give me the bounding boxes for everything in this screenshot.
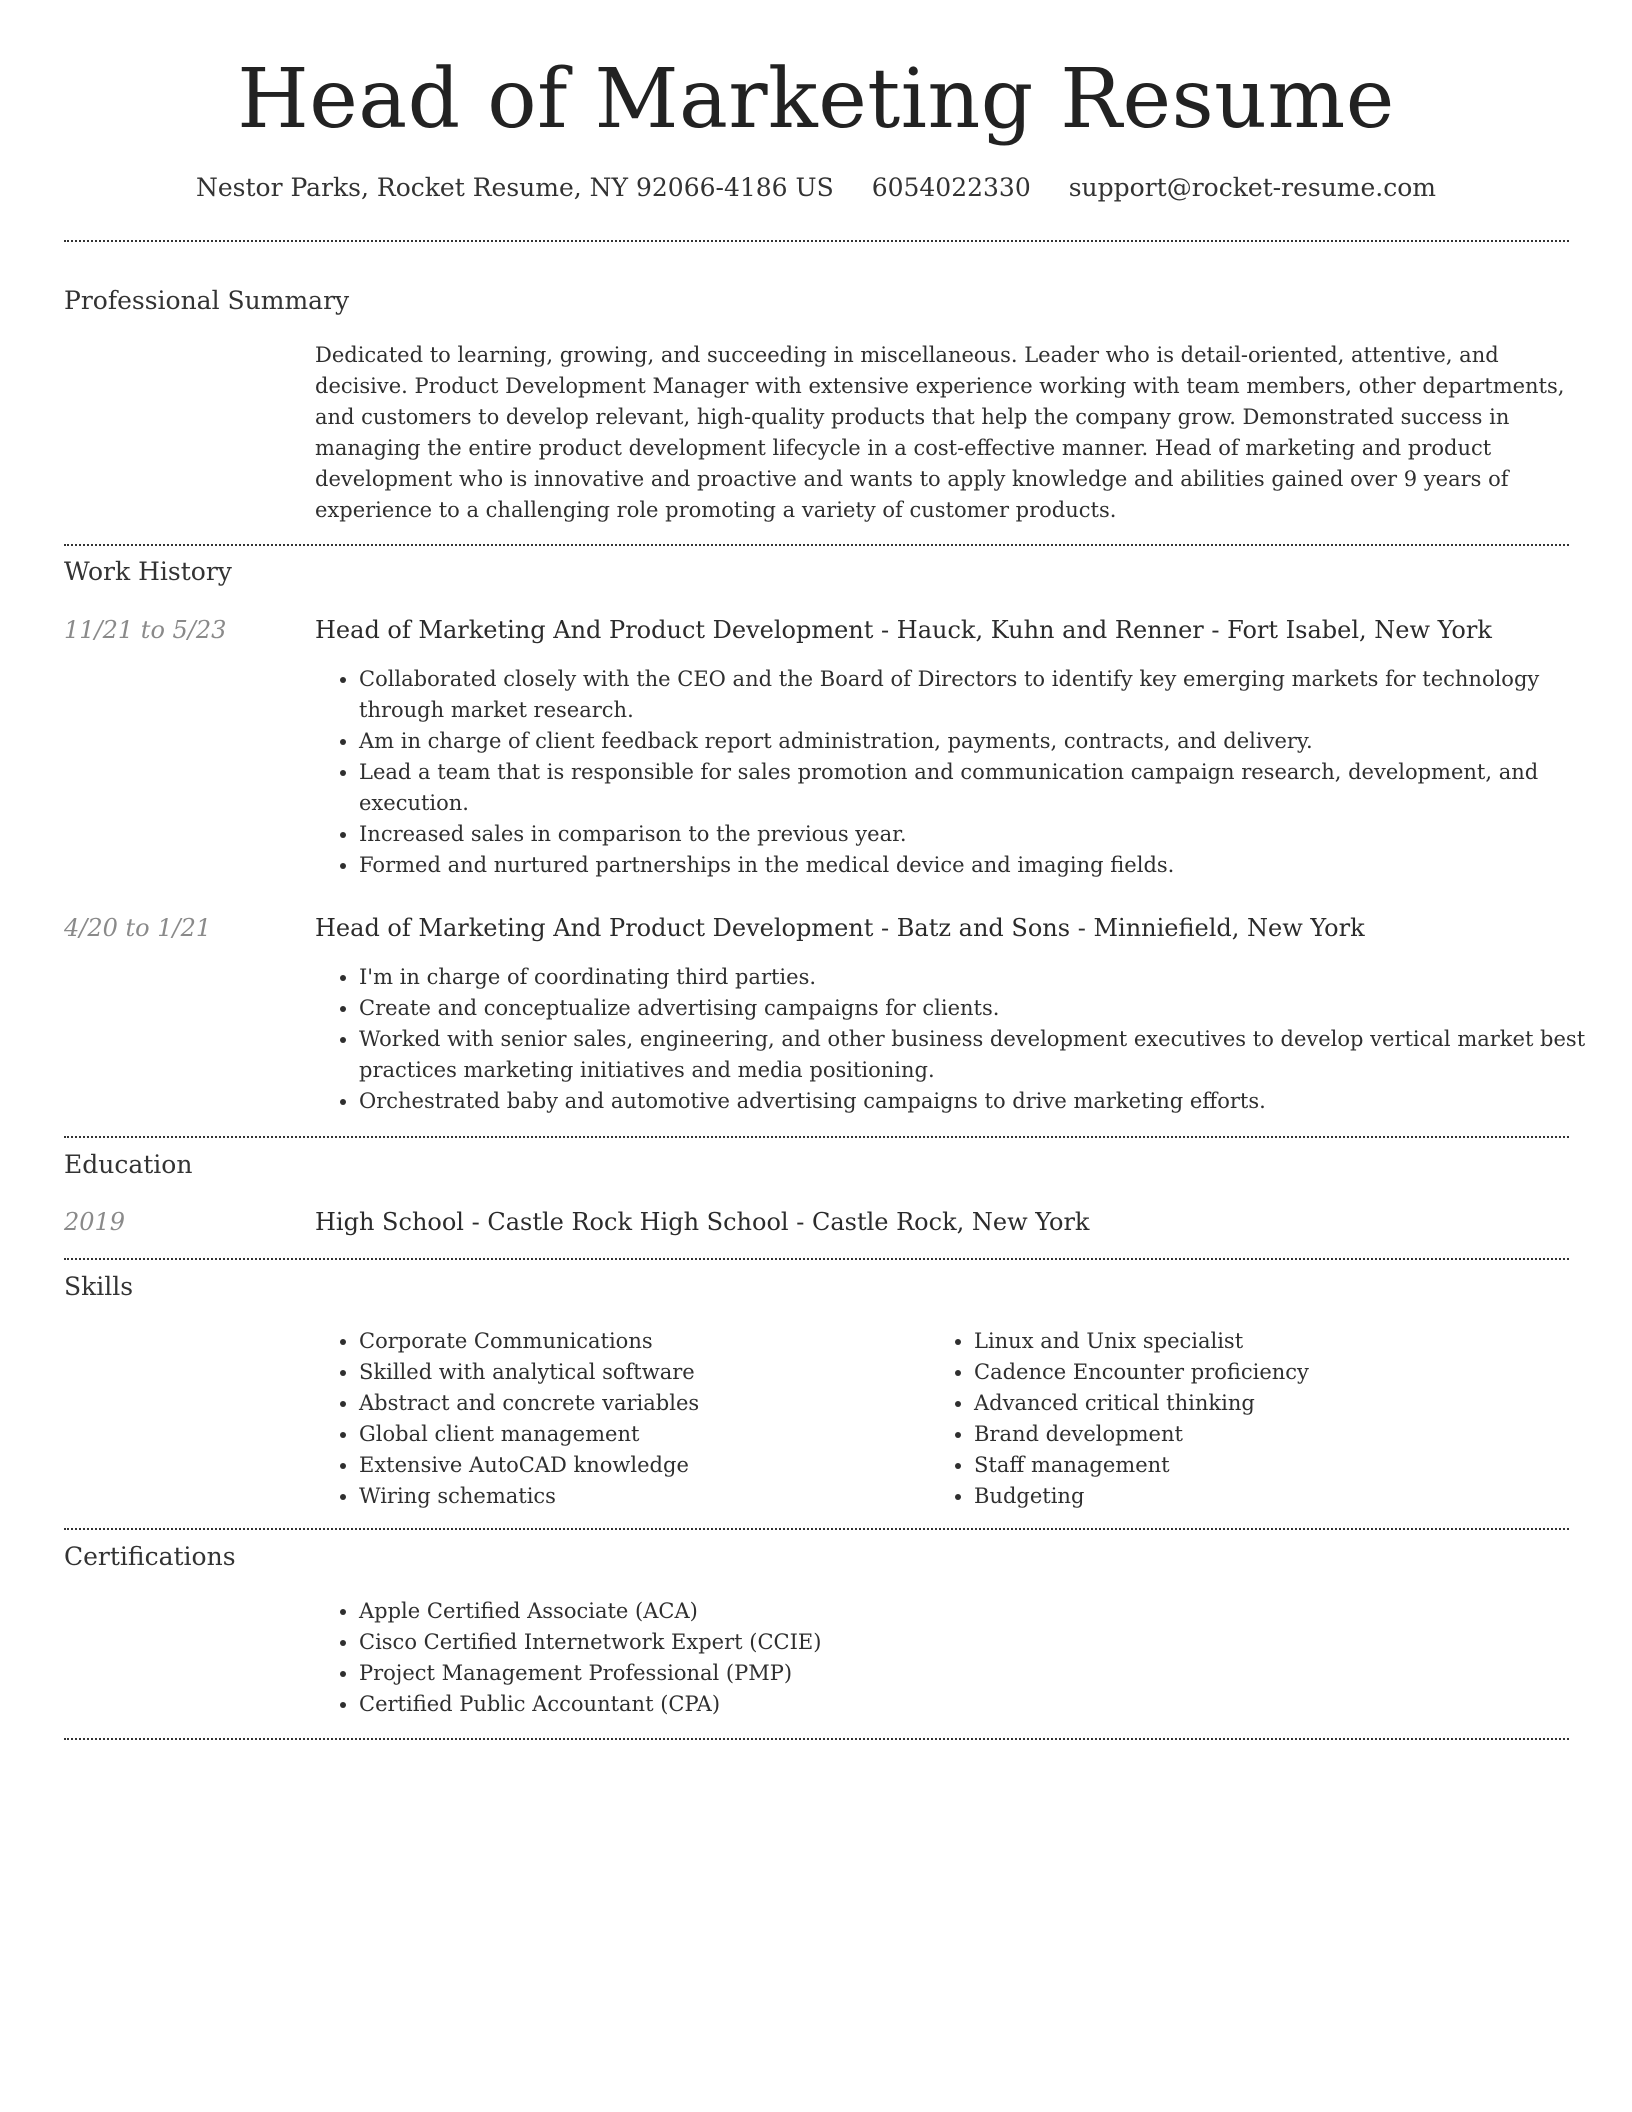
contact-line (0, 170, 1632, 206)
list-item: • Cisco Certified Internetwork Expert (CCIE) (359, 1627, 1614, 1658)
contact-phone: 6054022330 (871, 173, 1031, 202)
list-item: • Cadence Encounter proficiency (974, 1357, 1614, 1388)
divider (64, 1738, 1569, 1740)
list-item: • Skilled with analytical software (359, 1357, 959, 1388)
education-school: Castle Rock High School (487, 1208, 789, 1236)
divider (64, 1136, 1569, 1138)
list-item: • Worked with senior sales, engineering, and other business development executives to develop vertical market best practices marketing initiatives and media positioning. (359, 1024, 1614, 1086)
divider (64, 240, 1569, 242)
education-year: 2019 (64, 1208, 126, 1236)
list-item: • Linux and Unix specialist (974, 1326, 1614, 1357)
list-item: • I'm in charge of coordinating third parties. (359, 962, 1614, 993)
list-item: • Apple Certified Associate (ACA) (359, 1596, 1614, 1627)
job-company: Batz and Sons (896, 914, 1071, 942)
job-dates: 4/20 to 1/21 (64, 914, 212, 942)
section-title-certifications: Certifications (64, 1542, 236, 1571)
divider (64, 544, 1569, 546)
list-item: • Certified Public Accountant (CPA) (359, 1689, 1614, 1720)
list-item: • Advanced critical thinking (974, 1388, 1614, 1419)
list-item: • Brand development (974, 1419, 1614, 1450)
education-heading (315, 1206, 1089, 1238)
resume-title: Head of Marketing Resume (237, 52, 1395, 147)
resume-header (0, 0, 1632, 206)
section-title-summary: Professional Summary (64, 286, 350, 315)
education-location: Castle Rock, New York (811, 1208, 1090, 1236)
skills-list-left (315, 1326, 959, 1512)
job-location: Minniefield, New York (1093, 914, 1365, 942)
list-item: • Extensive AutoCAD knowledge (359, 1450, 959, 1481)
separator: - (873, 616, 897, 644)
list-item: • Formed and nurtured partnerships in the medical device and imaging fields. (359, 850, 1614, 881)
job-title: Head of Marketing And Product Development (315, 616, 874, 644)
section-title-education: Education (64, 1150, 193, 1179)
list-item: • Corporate Communications (359, 1326, 959, 1357)
section-title-skills: Skills (64, 1272, 134, 1301)
list-item: • Project Management Professional (PMP) (359, 1658, 1614, 1689)
education-degree: High School (315, 1208, 464, 1236)
list-item: • Lead a team that is responsible for sales promotion and communication campaign research, development, and execution. (359, 757, 1614, 819)
job-title: Head of Marketing And Product Development (315, 914, 874, 942)
summary-text: Dedicated to learning, growing, and succeeding in miscellaneous. Leader who is detail-oriented, attentive, and decisive. Product Development Manager with extensive experience working with team members, other departments, and customers to develop relevant, high-quality products that help the company grow. Demonstrated success in managing the entire product development lifecycle in a cost-effective manner. Head of marketing and product development who is innovative and proactive and wants to apply knowledge and abilities gained over 9 years of experience to a challenging role promoting a variety of customer products. (315, 343, 1565, 522)
job-location: Fort Isabel, New York (1227, 616, 1492, 644)
job-dates: 11/21 to 5/23 (64, 616, 227, 644)
section-title-work-history: Work History (64, 557, 232, 586)
separator: - (463, 1208, 488, 1236)
list-item: • Staff management (974, 1450, 1614, 1481)
divider (64, 1528, 1569, 1530)
job-bullets (315, 664, 1614, 881)
separator: - (873, 914, 897, 942)
list-item: • Collaborated closely with the CEO and the Board of Directors to identify key emerging markets for technology through market research. (359, 664, 1614, 726)
separator: - (788, 1208, 812, 1236)
list-item: • Create and conceptualize advertising campaigns for clients. (359, 993, 1614, 1024)
list-item: • Wiring schematics (359, 1481, 959, 1512)
job-heading (315, 912, 1365, 944)
contact-email: support@rocket-resume.com (1068, 173, 1437, 202)
list-item: • Budgeting (974, 1481, 1614, 1512)
certifications-list (315, 1596, 1614, 1720)
divider (64, 1258, 1569, 1260)
separator: - (1203, 616, 1228, 644)
job-heading (315, 614, 1492, 646)
list-item: • Increased sales in comparison to the previous year. (359, 819, 1614, 850)
job-company: Hauck, Kuhn and Renner (896, 616, 1204, 644)
list-item: • Orchestrated baby and automotive advertising campaigns to drive marketing efforts. (359, 1086, 1614, 1117)
job-bullets (315, 962, 1614, 1117)
list-item: • Am in charge of client feedback report administration, payments, contracts, and delivery. (359, 726, 1614, 757)
contact-address: Nestor Parks, Rocket Resume, NY 92066-4186 US (195, 173, 834, 202)
list-item: • Abstract and concrete variables (359, 1388, 959, 1419)
separator: - (1070, 914, 1094, 942)
skills-list-right (930, 1326, 1614, 1512)
list-item: • Global client management (359, 1419, 959, 1450)
